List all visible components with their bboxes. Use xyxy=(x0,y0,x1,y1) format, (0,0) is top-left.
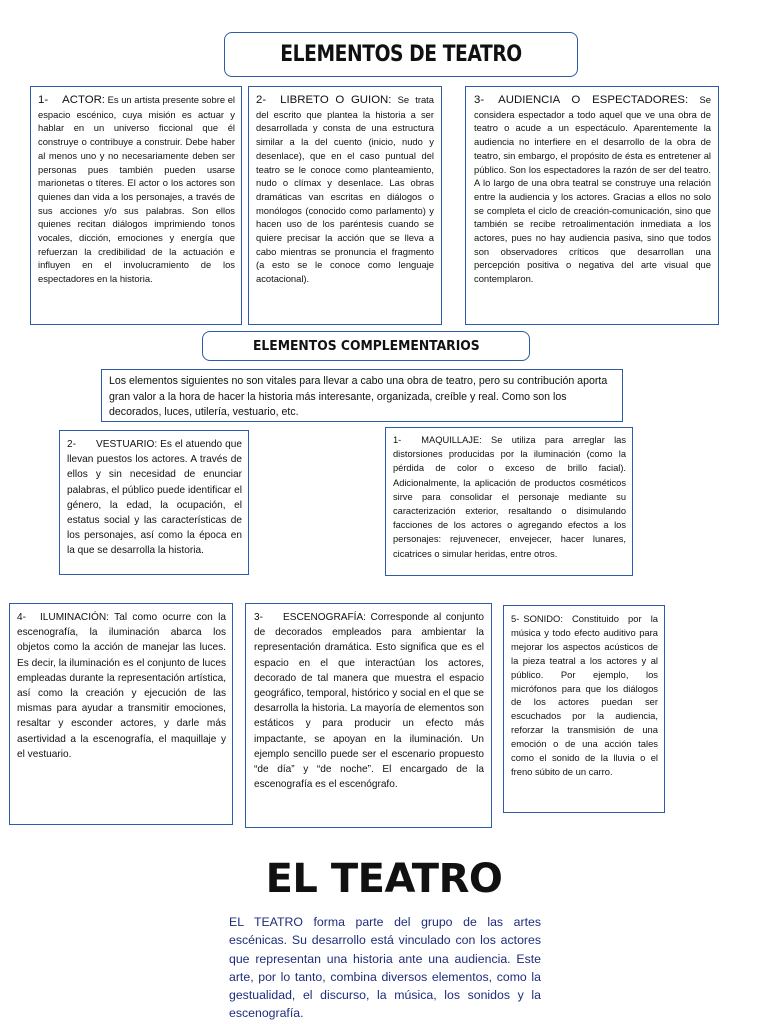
libreto-box xyxy=(248,86,442,325)
iluminacion-number: 4- xyxy=(17,612,26,623)
complementarios-title: ELEMENTOS COMPLEMENTARIOS xyxy=(252,338,480,354)
complementarios-intro: Los elementos siguientes no son vitales para llevar a cabo una obra de teatro, pero su contribución aporta gran valor a la hora de hacer la historia más interesante, organizada, creíble y real. Como son los decorados, luces, utilería, vestuario, etc. xyxy=(109,375,608,418)
actor-text: Es un artista presente sobre el espacio escénico, cuya misión es actuar y hablar en un universo ficcional que él construye o contribuye a construir. Debe haber al menos uno y no necesariamente deben ser personas pues también pueden usarse marionetas o títeres. El actor o los actores son quienes dan vida a los personajes, a través de sus acciones y/o sus palabras. Son ellos quienes recitan diálogos imprimiendo tonos vocales, dicción, emociones y energía que refuerzan la credibilidad de la actuación e influyen en el involucramiento de los espectadores en la historia. xyxy=(38,94,235,285)
iluminacion-text: ILUMINACIÓN: Tal como ocurre con la escenografía, la iluminación abarca los objetos como la acción de manejar las luces. Es decir, la iluminación es el conjunto de luces empleadas durante la representación artística, así como la creación y ejecución de las mismas para ayudar a transmitir emociones, resaltar y esconder actores, y darle más asertividad a la escenografía, el maquillaje y el vestuario. xyxy=(17,612,226,760)
maquillaje-paragraph xyxy=(393,433,626,561)
libreto-heading: LIBRETO O GUION: xyxy=(280,94,392,106)
el-teatro-text: EL TEATRO forma parte del grupo de las artes escénicas. Su desarrollo está vinculado con los actores que representan una historia ante una audiencia. Este arte, por lo tanto, combina diversos elementos, como la gestualidad, el discurso, la música, los sonidos y la escenografía. xyxy=(229,915,541,1021)
audiencia-paragraph xyxy=(474,93,711,286)
complementarios-intro-box xyxy=(101,369,623,422)
actor-box xyxy=(30,86,242,325)
el-teatro-title: EL TEATRO xyxy=(265,856,503,902)
libreto-number: 2- xyxy=(256,94,267,106)
actor-heading: ACTOR: xyxy=(62,94,105,106)
main-title-box xyxy=(224,32,578,77)
actor-number: 1- xyxy=(38,94,49,106)
maquillaje-box xyxy=(385,427,633,576)
escenografia-box xyxy=(245,603,492,828)
escenografia-text: ESCENOGRAFÍA: Corresponde al conjunto de decorados empleados para ambientar la representación dramática. Esto significa que es el espacio en el que interactúan los actores, decorado de tal manera que muestra el espacio geográfico, temporal, histórico y social en el que se desarrolla la historia. La mayoría de elementos son estáticos y para producir un efecto más impactante, se apoyan en la iluminación. Un ejemplo sencillo puede ser el escenario propuesto “de día” y “de noche”. El encargado de la escenografía es el escenógrafo. xyxy=(254,612,484,791)
maquillaje-number: 1- xyxy=(393,435,402,445)
complementarios-title-box xyxy=(202,331,530,361)
audiencia-heading: AUDIENCIA O ESPECTADORES: xyxy=(498,94,689,106)
maquillaje-text: MAQUILLAJE: Se utiliza para arreglar las distorsiones producidas por la iluminación (como la pérdida de color o exceso de brillo facial). Adicionalmente, la aplicación de productos cosméticos sirve para consolidar el personaje mediante su caracterización exterior, resaltando o disimulando facciones de los actores o agregando efectos a los personajes: rejuvenecer, envejecer, hacer lunares, cicatrices o simular heridas, entre otros. xyxy=(393,435,626,559)
page-title: ELEMENTOS DE TEATRO xyxy=(280,42,522,67)
vestuario-paragraph xyxy=(67,437,242,559)
audiencia-box xyxy=(465,86,719,325)
sonido-paragraph xyxy=(511,612,658,779)
actor-paragraph xyxy=(38,93,235,286)
vestuario-text: VESTUARIO: Es el atuendo que llevan puestos los actores. A través de ellos y sin necesidad de enunciar palabras, el público puede identificar el género, la edad, la ocupación, el estatus social y las características de los personajes, así como la época en la que se desarrolla la historia. xyxy=(67,439,242,557)
audiencia-number: 3- xyxy=(474,94,485,106)
escenografia-number: 3- xyxy=(254,612,263,623)
audiencia-text: Se considera espectador a todo aquel que ve una obra de teatro o acude a un espectáculo. Aparentemente la audiencia no interfiere en el desarrollo de la obra de teatro, sin embargo, el propósito de ésta es entretener al público. Son los espectadores la razón de ser del teatro. A lo largo de una obra teatral se construye una relación entre la audiencia y los actores. Gracias a ellos no solo se completa el ciclo de creación-comunicación, sino que también se recibe retroalimentación inmediata a los actores, pues no hay audiencia pasiva, sino que todos son observadores críticos que desarrollan una percepción positiva o negativa del arte visual que contemplaron. xyxy=(474,94,711,285)
vestuario-box xyxy=(59,430,249,575)
escenografia-paragraph xyxy=(254,610,484,792)
sonido-box xyxy=(503,605,665,813)
vestuario-number: 2- xyxy=(67,439,76,450)
sonido-number: 5- xyxy=(511,613,520,624)
libreto-paragraph xyxy=(256,93,434,286)
sonido-text: SONIDO: Constituido por la música y todo efecto auditivo para mejorar los aspectos acústicos de la pieza teatral a los actores y al público. Por ejemplo, los micrófonos para que los diálogos de los actores puedan ser escuchados por la audiencia, reforzar la transmisión de una emoción o de una acción tales como el sonido de la lluvia o el freno súbito de un carro. xyxy=(511,613,658,777)
libreto-text: Se trata del escrito que plantea la historia a ser desarrollada y consta de una estructura similar a la del cuento (inicio, nudo y desenlace), que en el caso puntual del teatro se le conoce como planteamiento, nudo o clímax y desenlace. Las obras dramáticas van escritas en diálogos o monólogos (conocido como parlamento) y hacen uso de los paréntesis cuando se quiere precisar la acción que se lleva a cabo mientras se pronuncia el fragmento (a esto se le conoce como lenguaje acotacional). xyxy=(256,94,434,285)
iluminacion-paragraph xyxy=(17,610,226,762)
iluminacion-box xyxy=(9,603,233,825)
